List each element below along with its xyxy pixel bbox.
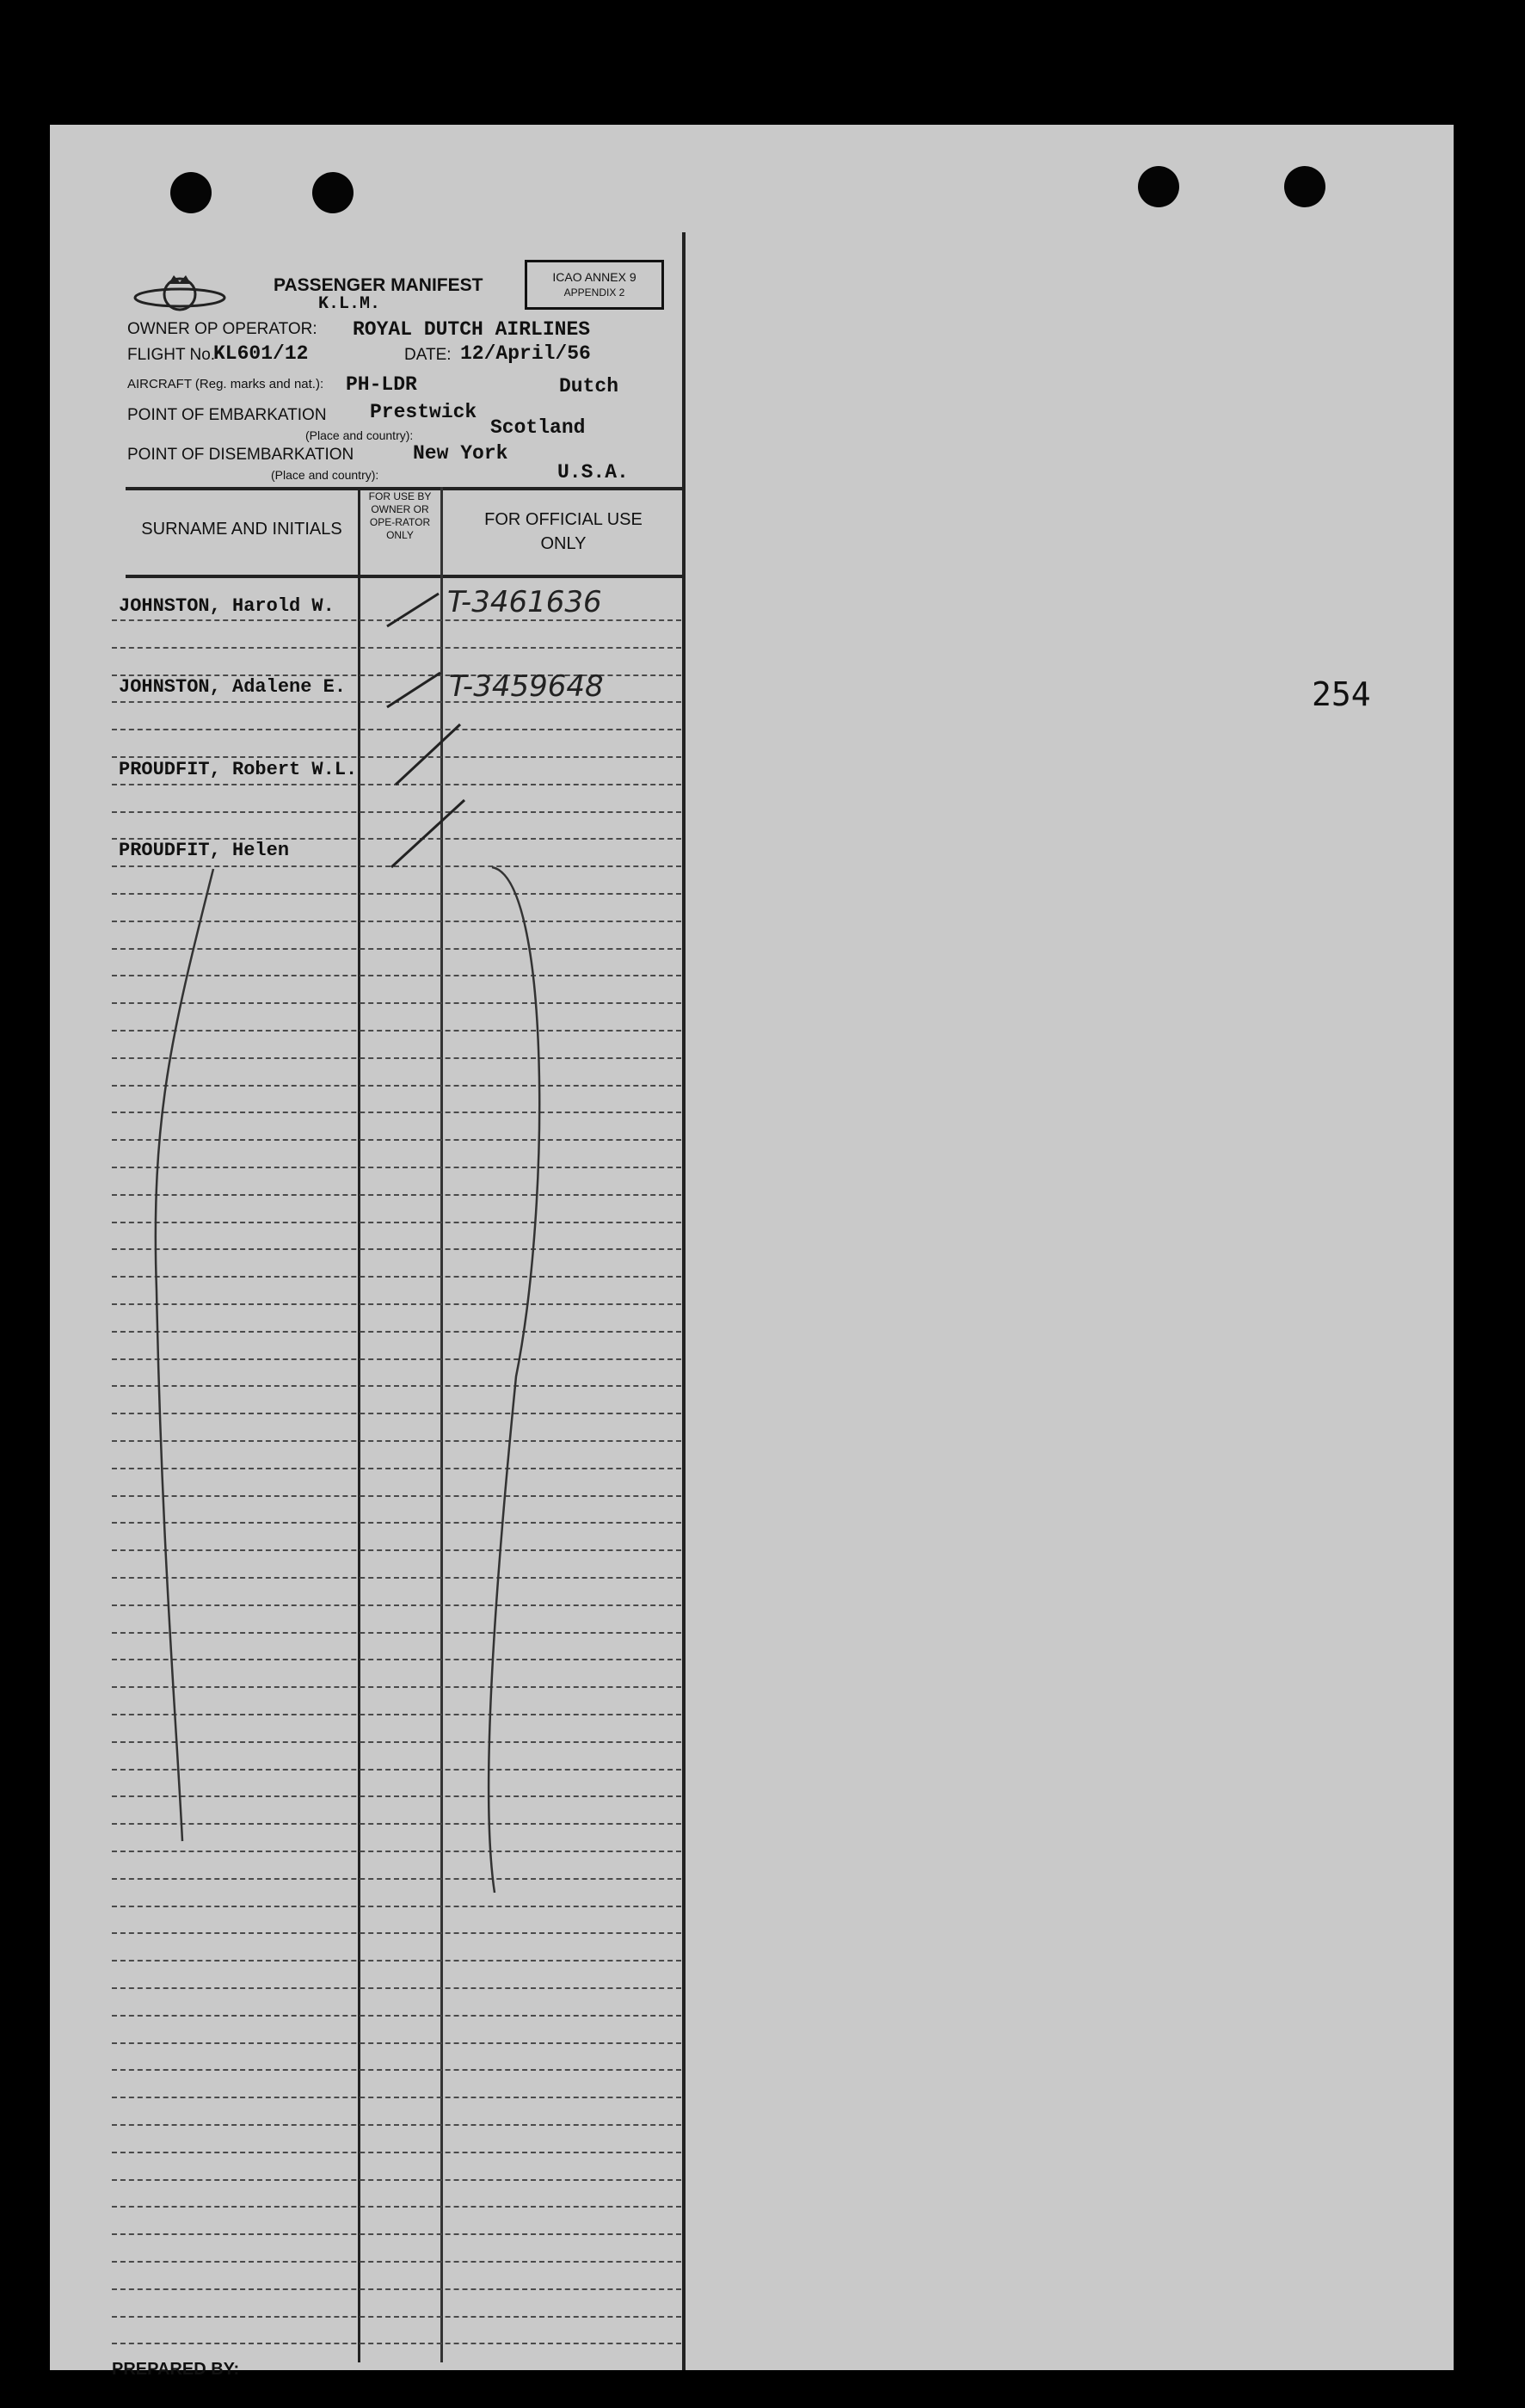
- row-rule: [112, 2042, 681, 2044]
- row-rule: [112, 1906, 681, 1907]
- row-rule: [112, 1932, 681, 1934]
- passenger-name: PROUDFIT, Helen: [119, 840, 290, 861]
- row-rule: [112, 1276, 681, 1278]
- aircraft-label: AIRCRAFT (Reg. marks and nat.):: [127, 377, 324, 391]
- row-rule: [112, 2233, 681, 2235]
- aircraft-value: PH-LDR: [346, 373, 417, 396]
- row-rule: [112, 2343, 681, 2344]
- row-rule: [112, 1960, 681, 1962]
- row-rule: [112, 1331, 681, 1333]
- passenger-name: JOHNSTON, Adalene E.: [119, 676, 347, 698]
- row-rule: [112, 784, 681, 785]
- row-rule: [112, 811, 681, 813]
- punch-hole: [1284, 166, 1325, 207]
- owner-value: ROYAL DUTCH AIRLINES: [353, 318, 591, 341]
- date-label: DATE:: [404, 346, 452, 364]
- row-rule: [112, 1769, 681, 1771]
- row-rule: [112, 1522, 681, 1524]
- row-rule: [112, 1659, 681, 1660]
- disembark-place: New York: [413, 442, 508, 465]
- row-rule: [112, 2261, 681, 2263]
- row-rule: [112, 1495, 681, 1497]
- manifest-title: PASSENGER MANIFEST: [274, 275, 483, 295]
- row-rule: [112, 2069, 681, 2071]
- punch-hole: [312, 172, 354, 213]
- row-rule: [112, 2015, 681, 2017]
- disembark-country: U.S.A.: [557, 461, 629, 483]
- col-surname: SURNAME AND INITIALS: [141, 520, 342, 539]
- col-divider-1: [358, 487, 360, 2362]
- row-rule: [112, 1222, 681, 1223]
- disembark-sub: (Place and country):: [271, 468, 379, 482]
- row-rule: [112, 647, 681, 649]
- flight-label: FLIGHT No.: [127, 346, 216, 364]
- date-value: 12/April/56: [460, 342, 591, 365]
- row-rule: [112, 921, 681, 922]
- row-rule: [112, 1303, 681, 1305]
- form-right-border: [682, 232, 686, 2370]
- row-rule: [112, 1002, 681, 1004]
- row-rule: [112, 865, 681, 867]
- row-rule: [112, 1440, 681, 1442]
- col-owner-use: FOR USE BY OWNER OR OPE-RATOR ONLY: [368, 490, 432, 541]
- punch-hole: [1138, 166, 1179, 207]
- row-rule: [112, 1358, 681, 1360]
- row-rule: [112, 2097, 681, 2098]
- row-rule: [112, 1248, 681, 1250]
- passenger-name: JOHNSTON, Harold W.: [119, 595, 335, 617]
- embark-country: Scotland: [490, 416, 586, 439]
- row-rule: [112, 1851, 681, 1852]
- row-rule: [112, 1577, 681, 1579]
- row-rule: [112, 975, 681, 976]
- page-number: 254: [1312, 675, 1371, 713]
- row-rule: [112, 1385, 681, 1387]
- row-rule: [112, 1823, 681, 1825]
- row-rule: [112, 893, 681, 895]
- row-rule: [112, 729, 681, 730]
- official-number: T-3459648: [449, 669, 604, 704]
- klm-crown-logo-icon: [132, 265, 227, 325]
- row-rule: [112, 1030, 681, 1032]
- row-rule: [112, 1741, 681, 1743]
- row-rule: [112, 1139, 681, 1141]
- embark-place: Prestwick: [370, 401, 477, 423]
- row-rule: [112, 1085, 681, 1087]
- col-official-use: FOR OFFICIAL USE ONLY: [484, 510, 643, 553]
- row-rule: [112, 756, 681, 758]
- row-rule: [112, 1112, 681, 1113]
- row-rule: [112, 1549, 681, 1551]
- icao-box: [525, 260, 664, 310]
- passenger-name: PROUDFIT, Robert W.L.: [119, 759, 358, 780]
- embark-sub: (Place and country):: [305, 428, 414, 442]
- column-header-bottom-rule: [126, 575, 683, 578]
- punch-hole: [170, 172, 212, 213]
- aircraft-nationality: Dutch: [559, 375, 619, 397]
- row-rule: [112, 1413, 681, 1414]
- row-rule: [112, 2316, 681, 2318]
- icao-line-1: ICAO ANNEX 9: [552, 270, 636, 284]
- row-rule: [112, 948, 681, 950]
- row-rule: [112, 619, 681, 621]
- flight-value: KL601/12: [213, 342, 309, 365]
- icao-line-2: APPENDIX 2: [563, 286, 625, 299]
- row-rule: [112, 1795, 681, 1797]
- row-rule: [112, 2152, 681, 2153]
- row-rule: [112, 2179, 681, 2181]
- row-rule: [112, 1167, 681, 1168]
- disembark-label: POINT OF DISEMBARKATION: [127, 446, 354, 464]
- row-rule: [112, 1686, 681, 1688]
- prepared-by-label: PREPARED BY:: [112, 2360, 240, 2379]
- official-number: T-3461636: [447, 585, 602, 619]
- row-rule: [112, 1468, 681, 1469]
- row-rule: [112, 1632, 681, 1634]
- row-rule: [112, 2206, 681, 2208]
- row-rule: [112, 1714, 681, 1715]
- col-divider-2: [440, 487, 443, 2362]
- row-rule: [112, 1604, 681, 1606]
- row-rule: [112, 1987, 681, 1989]
- row-rule: [112, 2124, 681, 2126]
- owner-label: OWNER OP OPERATOR:: [127, 320, 317, 338]
- row-rule: [112, 1878, 681, 1880]
- row-rule: [112, 2288, 681, 2290]
- row-rule: [112, 1057, 681, 1059]
- row-rule: [112, 1194, 681, 1196]
- embark-label: POINT OF EMBARKATION: [127, 406, 327, 424]
- airline-abbrev: K.L.M.: [318, 294, 381, 314]
